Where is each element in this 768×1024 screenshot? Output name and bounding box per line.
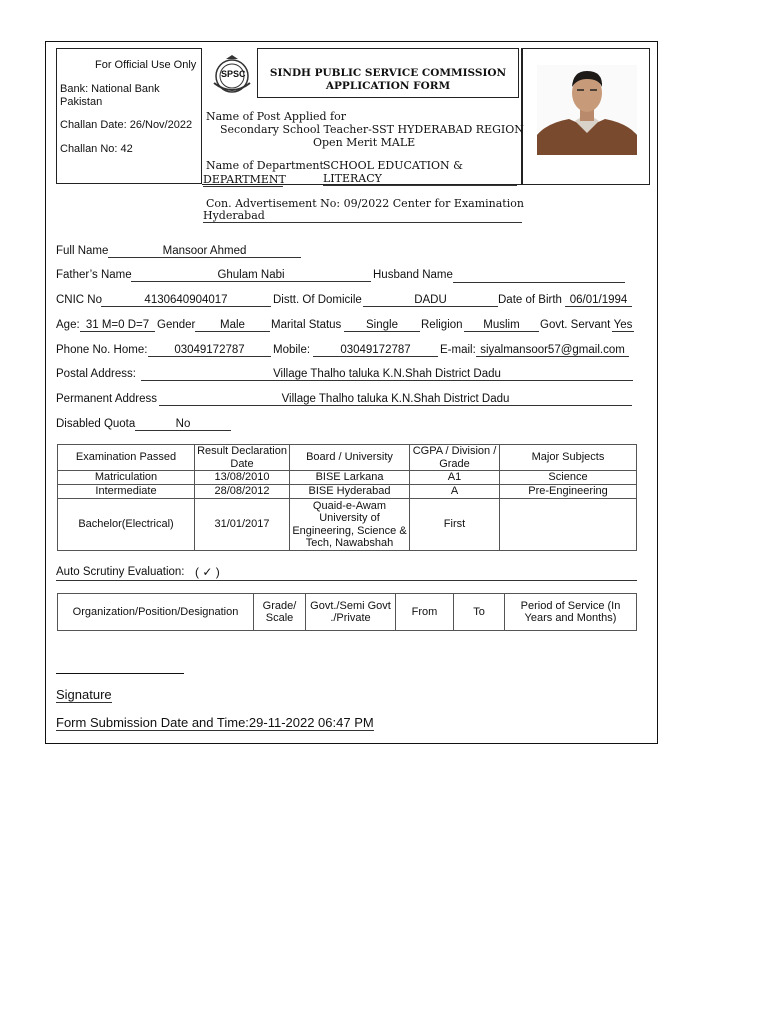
education-table: [57, 444, 637, 551]
edu-cell: Science: [500, 471, 637, 485]
org-title: SINDH PUBLIC SERVICE COMMISSION: [269, 67, 507, 79]
table-row: [58, 499, 637, 551]
edu-cell: First: [410, 499, 500, 551]
department-value1: SCHOOL EDUCATION & LITERACY: [323, 159, 517, 186]
phone-label: Phone No. Home:: [56, 344, 148, 356]
domicile-label: Distt. Of Domicile: [273, 294, 362, 306]
gender-value: Male: [195, 319, 270, 332]
marital-value: Single: [344, 319, 420, 332]
signature-label: Signature: [56, 687, 112, 702]
logo-text: SPSC: [221, 69, 246, 79]
edu-cell: [500, 499, 637, 551]
svc-header-org: Organization/Position/Designation: [58, 594, 254, 631]
govt-servant-label: Govt. Servant: [540, 319, 611, 331]
official-use-box: [56, 48, 202, 184]
signature-line: [56, 673, 184, 674]
post-line1: Secondary School Teacher-SST HYDERABAD REGION: [220, 123, 524, 136]
edu-cell: Matriculation: [58, 471, 195, 485]
department-label: Name of Department: [206, 159, 324, 172]
title-box: [257, 48, 519, 98]
marital-label: Marital Status: [271, 319, 342, 331]
postal-label: Postal Address:: [56, 368, 136, 380]
scrutiny-label: Auto Scrutiny Evaluation:: [56, 566, 185, 578]
dob-label: Date of Birth: [498, 294, 562, 306]
svc-header-grade: Grade/ Scale: [254, 594, 306, 631]
service-table: [57, 593, 637, 631]
email-label: E-mail:: [440, 344, 476, 356]
edu-cell: 28/08/2012: [195, 485, 290, 499]
disabled-label: Disabled Quota: [56, 418, 136, 430]
cnic-value: 4130640904017: [101, 294, 271, 307]
mobile-label: Mobile:: [273, 344, 311, 356]
edu-header-exam: Examination Passed: [58, 445, 195, 471]
father-label: Father’s Name: [56, 269, 132, 281]
govt-servant-value: Yes: [613, 319, 633, 331]
edu-cell: BISE Hyderabad: [290, 485, 410, 499]
husband-value: [453, 269, 625, 283]
scrutiny-underline: [56, 580, 637, 581]
email-value: siyalmansoor57@gmail.com: [476, 344, 629, 357]
form-title: APPLICATION FORM: [325, 80, 451, 92]
table-row: [58, 471, 637, 485]
post-line2: Open Merit MALE: [313, 136, 416, 149]
edu-cell: A1: [410, 471, 500, 485]
svc-header-period: Period of Service (In Years and Months): [505, 594, 637, 631]
disabled-value: No: [135, 418, 231, 431]
education-header-row: [58, 445, 637, 471]
edu-cell: Quaid-e-Awam University of Engineering, Science & Tech, Nawabshah: [290, 499, 410, 551]
religion-value: Muslim: [464, 319, 539, 332]
dob-value: 06/01/1994: [565, 294, 632, 307]
edu-cell: Intermediate: [58, 485, 195, 499]
permanent-label: Permanent Address: [56, 393, 158, 405]
challan-no: Challan No: 42: [60, 143, 133, 155]
father-value: Ghulam Nabi: [131, 269, 371, 282]
advert-underline: [203, 222, 522, 223]
table-row: [58, 485, 637, 499]
advert-line2: Hyderabad: [203, 209, 265, 222]
edu-cell: 13/08/2010: [195, 471, 290, 485]
svc-header-type: Govt./Semi Govt ./Private: [306, 594, 396, 631]
age-value: 31 M=0 D=7: [80, 319, 155, 332]
cnic-label: CNIC No: [56, 294, 103, 306]
service-header-row: [58, 594, 637, 631]
submission-date: Form Submission Date and Time:29-11-2022 06:47 PM: [56, 715, 374, 730]
gender-label: Gender: [157, 319, 196, 331]
edu-header-board: Board / University: [290, 445, 410, 471]
advert-line1: Con. Advertisement No: 09/2022 Center for Examination: [206, 197, 524, 210]
edu-cell: Bachelor(Electrical): [58, 499, 195, 551]
svc-header-to: To: [454, 594, 505, 631]
husband-label: Husband Name: [373, 269, 453, 281]
phone-value: 03049172787: [148, 344, 271, 357]
official-heading: For Official Use Only: [95, 59, 197, 71]
department-value2: DEPARTMENT: [203, 173, 286, 186]
bank-name: Bank: National Bank Pakistan: [60, 83, 160, 108]
edu-cell: 31/01/2017: [195, 499, 290, 551]
religion-label: Religion: [421, 319, 463, 331]
challan-date: Challan Date: 26/Nov/2022: [60, 119, 193, 131]
applicant-photo: [537, 65, 637, 155]
edu-header-subjects: Major Subjects: [500, 445, 637, 471]
photo-box: [522, 48, 650, 185]
edu-cell: A: [410, 485, 500, 499]
permanent-value: Village Thalho taluka K.N.Shah District Dadu: [159, 393, 632, 406]
age-label: Age:: [56, 319, 80, 331]
edu-cell: Pre-Engineering: [500, 485, 637, 499]
edu-cell: BISE Larkana: [290, 471, 410, 485]
edu-header-date: Result Declaration Date: [195, 445, 290, 471]
svc-header-from: From: [396, 594, 454, 631]
mobile-value: 03049172787: [313, 344, 438, 357]
spsc-logo: [208, 53, 256, 97]
scrutiny-check: ( ✓ ): [195, 565, 220, 579]
edu-header-grade: CGPA / Division / Grade: [410, 445, 500, 471]
full-name-value: Mansoor Ahmed: [108, 245, 301, 258]
full-name-label: Full Name: [56, 245, 109, 257]
postal-value: Village Thalho taluka K.N.Shah District Dadu: [141, 368, 633, 381]
post-label: Name of Post Applied for: [206, 110, 347, 123]
domicile-value: DADU: [363, 294, 498, 307]
